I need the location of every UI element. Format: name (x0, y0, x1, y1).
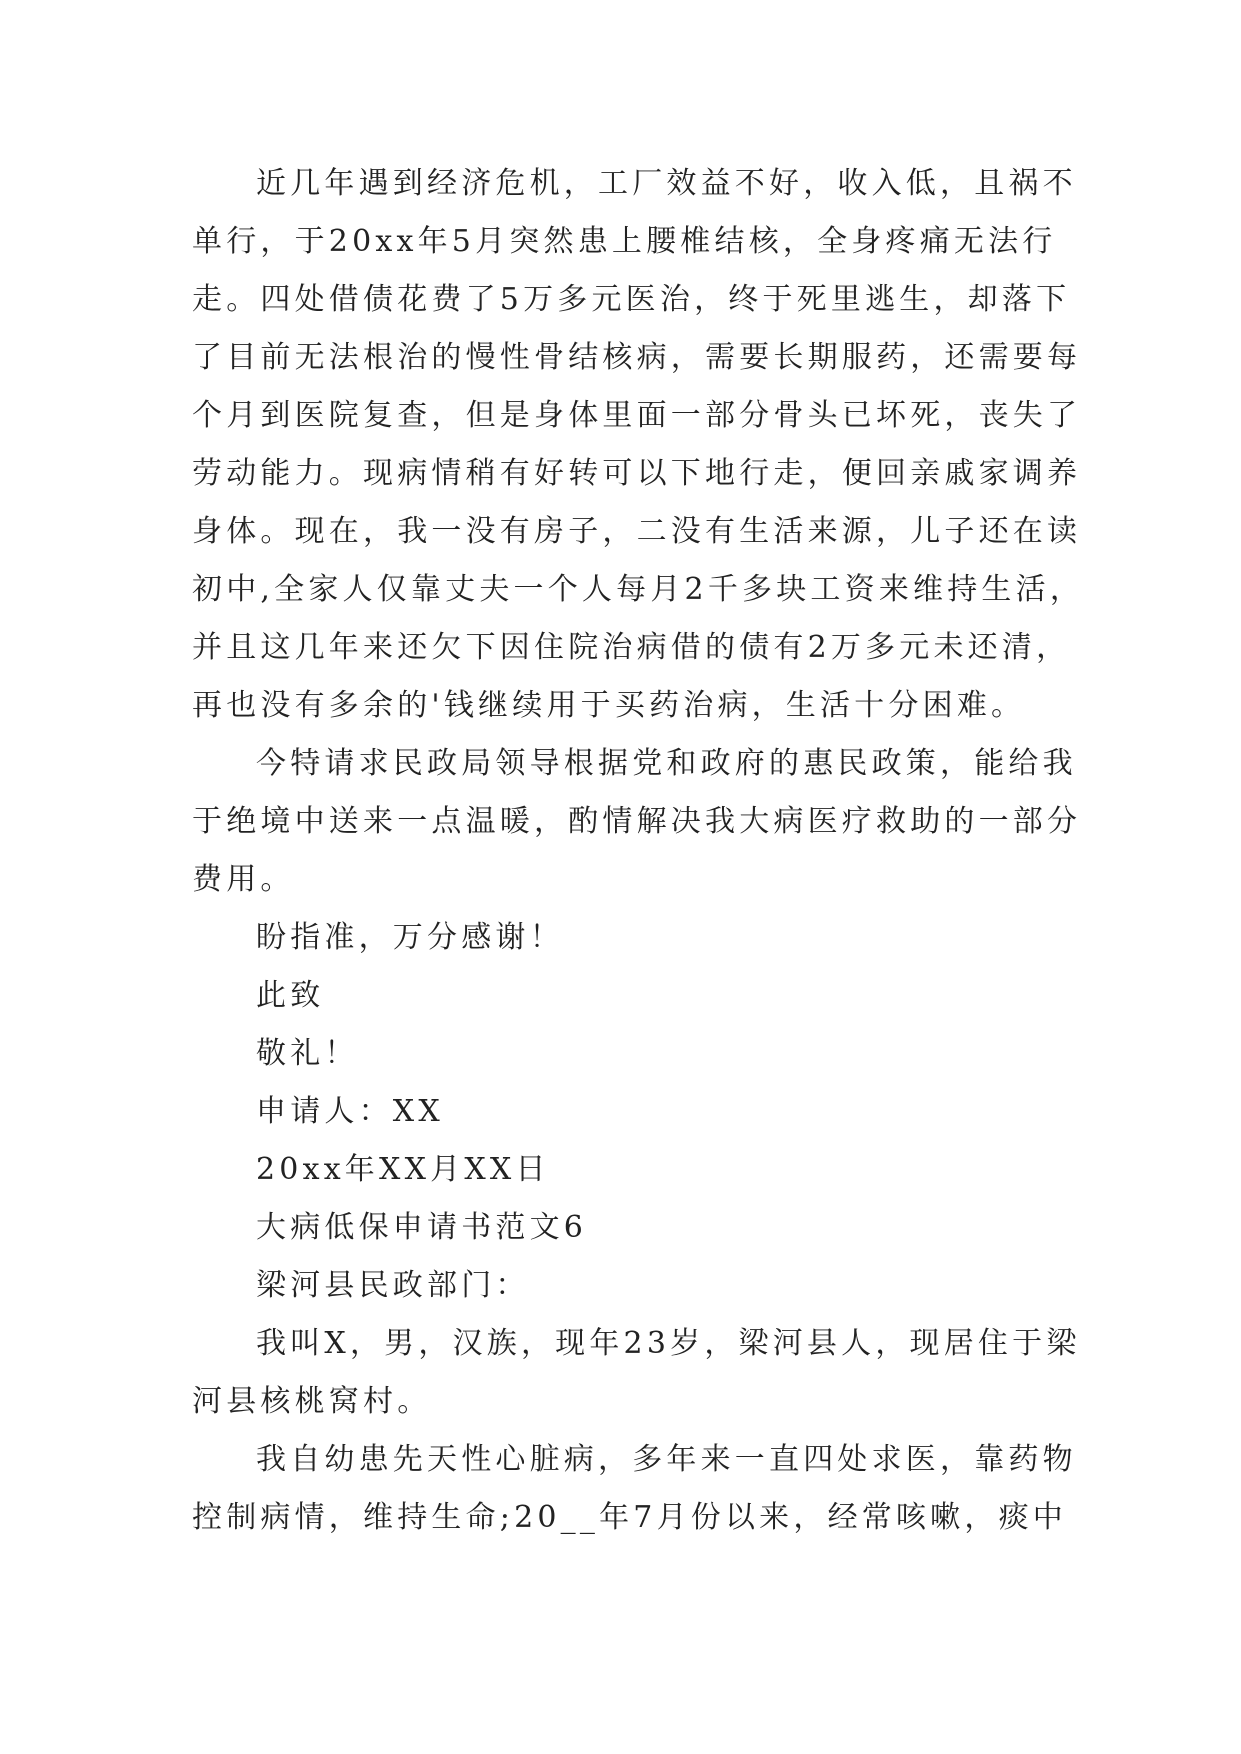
paragraph-line: 个月到医院复查，但是身体里面一部分骨头已坏死，丧失了 (192, 398, 1082, 433)
paragraph-line: 劳动能力。现病情稍有好转可以下地行走，便回亲戚家调养 (192, 456, 1082, 491)
salutation-line: 此致 (256, 978, 325, 1013)
paragraph-line: 近几年遇到经济危机，工厂效益不好，收入低，且祸不 (256, 166, 1077, 201)
paragraph-line: 我叫X，男，汉族，现年23岁，梁河县人，现居住于梁 (256, 1326, 1081, 1361)
paragraph-line: 河县核桃窝村。 (192, 1384, 432, 1419)
closing-request: 盼指准，万分感谢！ (256, 920, 564, 955)
paragraph-line: 初中,全家人仅靠丈夫一个人每月2千多块工资来维持生活， (192, 572, 1085, 607)
section-title: 大病低保申请书范文6 (256, 1210, 588, 1245)
paragraph-line: 身体。现在，我一没有房子，二没有生活来源，儿子还在读 (192, 514, 1082, 549)
paragraph-line: 单行，于20xx年5月突然患上腰椎结核，全身疼痛无法行 (192, 224, 1057, 259)
paragraph-line: 再也没有多余的'钱继续用于买药治病，生活十分困难。 (192, 688, 1026, 723)
paragraph-line: 今特请求民政局领导根据党和政府的惠民政策，能给我 (256, 746, 1077, 781)
paragraph-line: 于绝境中送来一点温暖，酌情解决我大病医疗救助的一部分 (192, 804, 1082, 839)
date-line: 20xx年XX月XX日 (256, 1152, 550, 1187)
paragraph-line: 走。四处借债花费了5万多元医治，终于死里逃生，却落下 (192, 282, 1071, 317)
addressee-line: 梁河县民政部门： (256, 1268, 530, 1303)
paragraph-line: 费用。 (192, 862, 295, 897)
paragraph-line: 了目前无法根治的慢性骨结核病，需要长期服药，还需要每 (192, 340, 1082, 375)
applicant-line: 申请人：XX (256, 1094, 444, 1129)
paragraph-line: 我自幼患先天性心脏病，多年来一直四处求医，靠药物 (256, 1442, 1077, 1477)
salutation-line: 敬礼！ (256, 1036, 359, 1071)
document-body (192, 155, 1085, 1547)
paragraph-line: 并且这几年来还欠下因住院治病借的债有2万多元未还清， (192, 630, 1071, 665)
paragraph-line: 控制病情，维持生命;20__年7月份以来，经常咳嗽，痰中 (192, 1500, 1067, 1535)
